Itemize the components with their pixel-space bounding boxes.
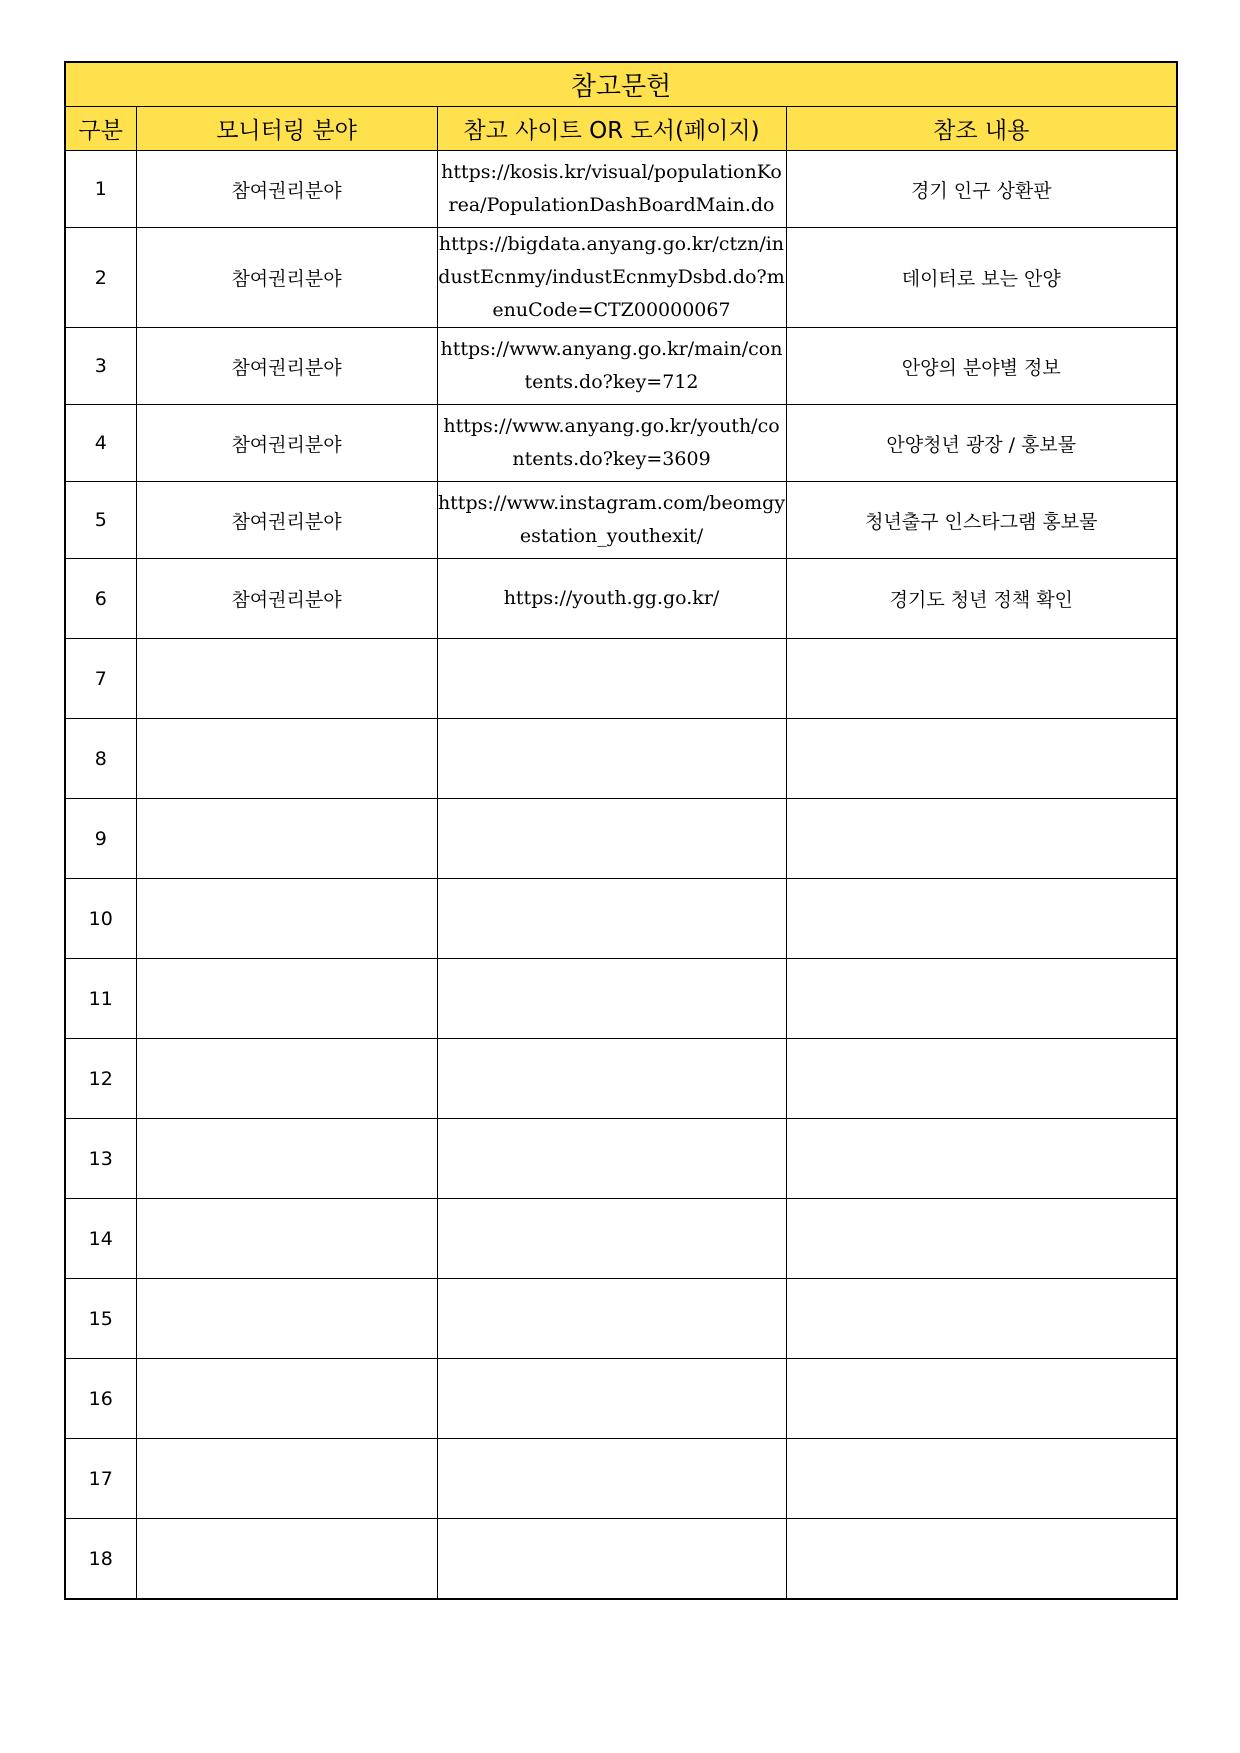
row-reference-url	[437, 1519, 786, 1600]
row-reference-url: https://bigdata.anyang.go.kr/ctzn/industEcnmy/industEcnmyDsbd.do?menuCode=CTZ00000067	[437, 228, 786, 328]
row-reference-content	[786, 1039, 1177, 1119]
row-reference-content: 안양청년 광장 / 홍보물	[786, 405, 1177, 482]
table-row	[65, 405, 1177, 482]
table-row	[65, 151, 1177, 228]
table-title: 참고문헌	[65, 62, 1177, 107]
row-number: 14	[65, 1199, 136, 1279]
header-monitoring-field: 모니터링 분야	[136, 107, 437, 151]
row-reference-url	[437, 959, 786, 1039]
row-reference-url: https://www.instagram.com/beomgyestation_youthexit/	[437, 482, 786, 559]
table-row	[65, 328, 1177, 405]
row-number: 1	[65, 151, 136, 228]
row-number: 11	[65, 959, 136, 1039]
table-row	[65, 879, 1177, 959]
row-monitoring-field: 참여권리분야	[136, 405, 437, 482]
row-reference-content	[786, 1119, 1177, 1199]
row-monitoring-field	[136, 799, 437, 879]
row-reference-url	[437, 719, 786, 799]
row-monitoring-field: 참여권리분야	[136, 228, 437, 328]
table-row	[65, 228, 1177, 328]
row-reference-url: https://www.anyang.go.kr/youth/contents.do?key=3609	[437, 405, 786, 482]
row-number: 10	[65, 879, 136, 959]
table-row	[65, 1279, 1177, 1359]
header-reference-content: 참조 내용	[786, 107, 1177, 151]
header-category: 구분	[65, 107, 136, 151]
table-row	[65, 1119, 1177, 1199]
table-row	[65, 719, 1177, 799]
row-monitoring-field: 참여권리분야	[136, 151, 437, 228]
reference-table	[64, 61, 1178, 1600]
row-monitoring-field	[136, 959, 437, 1039]
table-row	[65, 1039, 1177, 1119]
table-body	[65, 151, 1177, 1600]
row-number: 6	[65, 559, 136, 639]
row-reference-url: https://youth.gg.go.kr/	[437, 559, 786, 639]
table-row	[65, 639, 1177, 719]
row-reference-content	[786, 799, 1177, 879]
row-reference-url	[437, 879, 786, 959]
table-title-row	[65, 62, 1177, 107]
row-reference-url: https://kosis.kr/visual/populationKorea/PopulationDashBoardMain.do	[437, 151, 786, 228]
table-row	[65, 1359, 1177, 1439]
row-reference-url	[437, 1199, 786, 1279]
header-reference-source: 참고 사이트 OR 도서(페이지)	[437, 107, 786, 151]
row-reference-content	[786, 719, 1177, 799]
row-reference-content	[786, 879, 1177, 959]
row-number: 13	[65, 1119, 136, 1199]
table-header-row	[65, 107, 1177, 151]
row-monitoring-field	[136, 879, 437, 959]
row-reference-content	[786, 959, 1177, 1039]
row-number: 3	[65, 328, 136, 405]
row-monitoring-field	[136, 1119, 437, 1199]
row-monitoring-field: 참여권리분야	[136, 482, 437, 559]
row-reference-url	[437, 639, 786, 719]
table-row	[65, 482, 1177, 559]
row-reference-url	[437, 799, 786, 879]
row-monitoring-field	[136, 1199, 437, 1279]
row-reference-url	[437, 1359, 786, 1439]
row-reference-content	[786, 1199, 1177, 1279]
row-number: 8	[65, 719, 136, 799]
row-number: 4	[65, 405, 136, 482]
row-reference-url	[437, 1039, 786, 1119]
table-row	[65, 559, 1177, 639]
row-reference-content: 경기도 청년 정책 확인	[786, 559, 1177, 639]
row-reference-content: 데이터로 보는 안양	[786, 228, 1177, 328]
row-number: 7	[65, 639, 136, 719]
table-row	[65, 1199, 1177, 1279]
row-monitoring-field	[136, 639, 437, 719]
row-number: 18	[65, 1519, 136, 1600]
row-reference-url	[437, 1119, 786, 1199]
row-monitoring-field	[136, 1039, 437, 1119]
row-reference-content: 경기 인구 상환판	[786, 151, 1177, 228]
row-monitoring-field: 참여권리분야	[136, 559, 437, 639]
table-row	[65, 1519, 1177, 1600]
row-monitoring-field	[136, 719, 437, 799]
row-number: 9	[65, 799, 136, 879]
row-reference-content: 청년출구 인스타그램 홍보물	[786, 482, 1177, 559]
row-reference-content	[786, 1279, 1177, 1359]
row-monitoring-field	[136, 1519, 437, 1600]
row-reference-content	[786, 1439, 1177, 1519]
row-number: 12	[65, 1039, 136, 1119]
table-row	[65, 959, 1177, 1039]
row-reference-url	[437, 1279, 786, 1359]
row-reference-content	[786, 1519, 1177, 1600]
row-reference-content	[786, 639, 1177, 719]
row-reference-url	[437, 1439, 786, 1519]
row-monitoring-field	[136, 1359, 437, 1439]
row-reference-content	[786, 1359, 1177, 1439]
table-row	[65, 1439, 1177, 1519]
row-monitoring-field	[136, 1439, 437, 1519]
row-number: 16	[65, 1359, 136, 1439]
row-number: 5	[65, 482, 136, 559]
row-number: 2	[65, 228, 136, 328]
row-number: 17	[65, 1439, 136, 1519]
row-monitoring-field: 참여권리분야	[136, 328, 437, 405]
table-row	[65, 799, 1177, 879]
row-reference-content: 안양의 분야별 정보	[786, 328, 1177, 405]
row-number: 15	[65, 1279, 136, 1359]
row-reference-url: https://www.anyang.go.kr/main/contents.do?key=712	[437, 328, 786, 405]
row-monitoring-field	[136, 1279, 437, 1359]
